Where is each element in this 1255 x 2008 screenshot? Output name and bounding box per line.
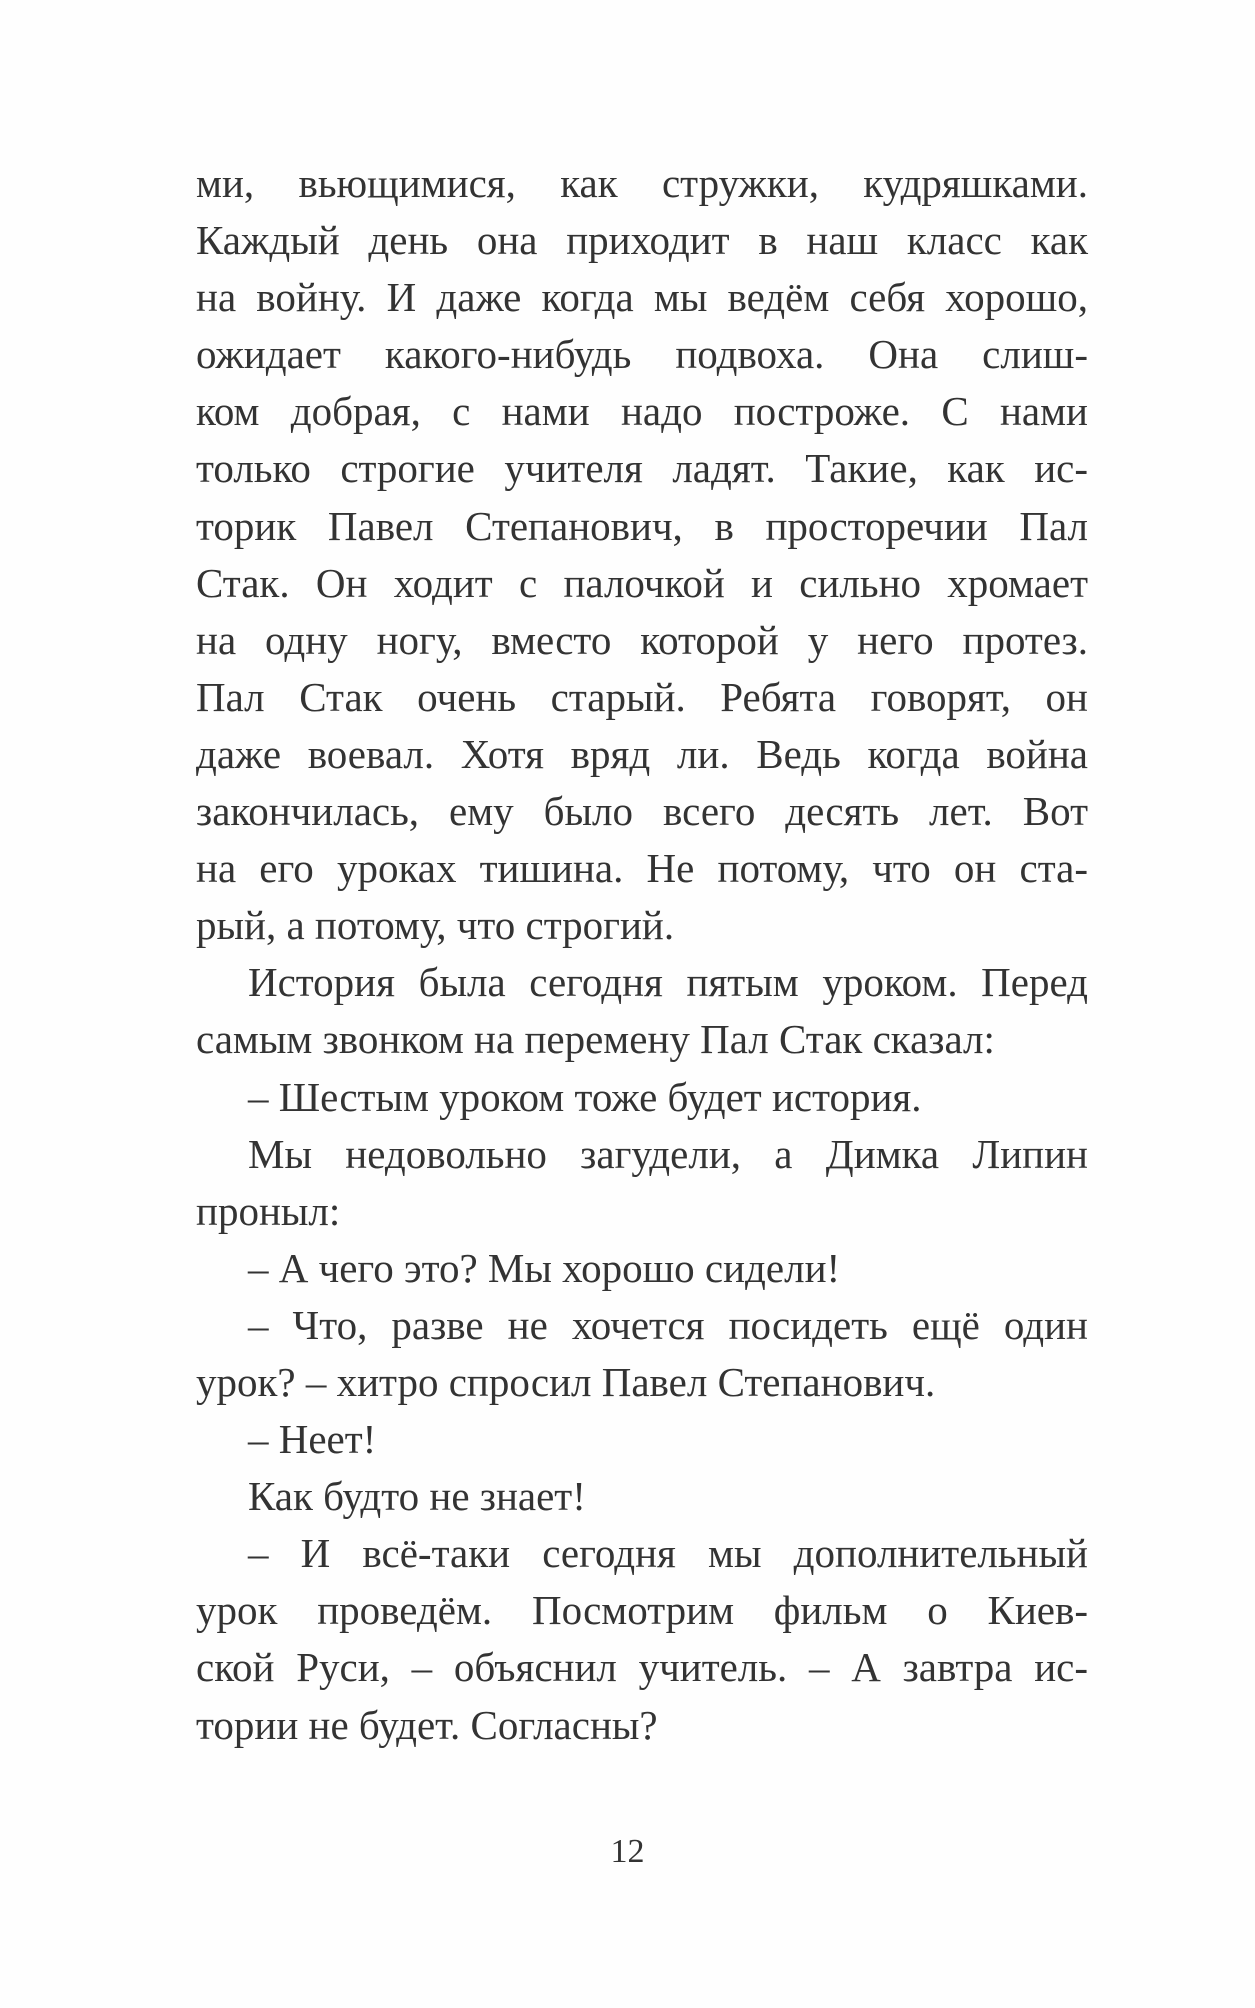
text-line: на войну. И даже когда мы ведём себя хорошо, (196, 274, 1088, 321)
text-line: Каждый день она приходит в наш класс как (196, 217, 1088, 264)
text-line: – Что, разве не хочется посидеть ещё один (248, 1301, 1088, 1348)
text-line: Как будто не знает! (248, 1473, 586, 1520)
text-line: ми, вьющимися, как стружки, кудряшками. (196, 160, 1088, 206)
text-line: Мы недовольно загудели, а Димка Липин (248, 1130, 1088, 1177)
text-line: – Шестым уроком тоже будет история. (248, 1073, 922, 1120)
text-line: – Неет! (248, 1416, 377, 1463)
page-number: 12 (610, 1833, 645, 1870)
text-line: История была сегодня пятым уроком. Перед (248, 959, 1088, 1006)
text-line: урок проведём. Посмотрим фильм о Киев- (196, 1587, 1088, 1634)
text-line: на его уроках тишина. Не потому, что он ста- (196, 845, 1088, 892)
text-line: закончилась, ему было всего десять лет. Вот (196, 788, 1088, 835)
text-line: рый, а потому, что строгий. (196, 902, 675, 949)
text-line: – И всё-таки сегодня мы дополнительный (248, 1530, 1088, 1577)
text-line: ком добрая, с нами надо построже. С нами (196, 388, 1088, 435)
text-line: только строгие учителя ладят. Такие, как ис- (196, 445, 1088, 492)
text-line: – А чего это? Мы хорошо сидели! (248, 1244, 841, 1291)
text-line: ожидает какого-нибудь подвоха. Она слиш- (196, 331, 1088, 378)
text-line: торик Павел Степанович, в просторечии Пал (196, 502, 1088, 549)
text-line: ской Руси, – объяснил учитель. – А завтра ис- (196, 1644, 1088, 1691)
text-line: на одну ногу, вместо которой у него протез. (196, 616, 1088, 663)
text-line: Пал Стак очень старый. Ребята говорят, он (196, 673, 1088, 720)
text-line: урок? – хитро спросил Павел Степанович. (196, 1358, 936, 1405)
body-text (196, 155, 1088, 1754)
text-line: самым звонком на перемену Пал Стак сказал: (196, 1016, 995, 1063)
text-line: проныл: (196, 1187, 341, 1234)
text-line: тории не будет. Согласны? (196, 1701, 658, 1748)
text-line: Стак. Он ходит с палочкой и сильно хромает (196, 559, 1088, 606)
text-line: даже воевал. Хотя вряд ли. Ведь когда война (196, 730, 1088, 777)
